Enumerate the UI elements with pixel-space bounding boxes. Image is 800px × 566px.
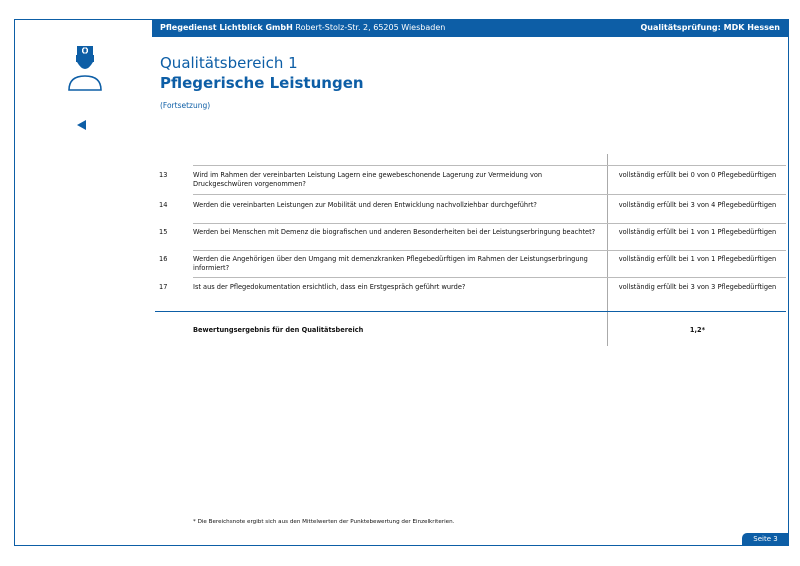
header-bar bbox=[152, 19, 789, 37]
row-question: Werden die Angehörigen über den Umgang mit demenzkranken Pflegebedürftigen im Rahmen der Leistungserbringung informiert? bbox=[193, 255, 588, 272]
row-question: Werden die vereinbarten Leistungen zur Mobilität und deren Entwicklung nachvollziehbar durchgeführt? bbox=[193, 201, 537, 209]
row-question: Werden bei Menschen mit Demenz die biografischen und anderen Besonderheiten bei der Leistungserbringung beachtet? bbox=[193, 228, 596, 236]
row-divider bbox=[193, 165, 786, 166]
footnote: * Die Bereichsnote ergibt sich aus den Mittelwerten der Punktebewertung der Einzelkriterien. bbox=[193, 519, 455, 525]
back-arrow-icon[interactable] bbox=[76, 119, 88, 131]
row-divider bbox=[193, 277, 786, 278]
row-answer: vollständig erfüllt bei 3 von 4 Pflegebedürftigen bbox=[618, 201, 777, 209]
audit-label: Qualitätsprüfung: MDK Hessen bbox=[640, 23, 780, 32]
row-divider bbox=[193, 223, 786, 224]
row-divider bbox=[193, 250, 786, 251]
company-address: Robert-Stolz-Str. 2, 65205 Wiesbaden bbox=[295, 23, 446, 32]
result-value: 1,2* bbox=[689, 326, 706, 334]
result-divider bbox=[155, 311, 786, 312]
row-number: 13 bbox=[159, 171, 168, 179]
row-answer: vollständig erfüllt bei 1 von 1 Pflegebedürftigen bbox=[618, 255, 777, 263]
row-question: Wird im Rahmen der vereinbarten Leistung Lagern eine gewebeschonende Lagerung zur Vermeidung von Druckgeschwüren vorgenommen? bbox=[193, 171, 543, 188]
continuation-note: (Fortsetzung) bbox=[160, 101, 211, 110]
row-number: 16 bbox=[159, 255, 168, 263]
row-number: 17 bbox=[159, 283, 168, 291]
result-label: Bewertungsergebnis für den Qualitätsbereich bbox=[193, 326, 364, 334]
row-question: Ist aus der Pflegedokumentation ersichtlich, dass ein Erstgespräch geführt wurde? bbox=[193, 283, 466, 291]
row-number: 14 bbox=[159, 201, 168, 209]
row-answer: vollständig erfüllt bei 1 von 1 Pflegebedürftigen bbox=[618, 228, 777, 236]
section-subtitle: Qualitätsbereich 1 bbox=[160, 54, 298, 72]
page-number-badge: Seite 3 bbox=[742, 533, 789, 546]
company-name: Pflegedienst Lichtblick GmbH bbox=[160, 23, 293, 32]
header-left bbox=[160, 23, 445, 32]
nurse-icon bbox=[67, 46, 103, 92]
section-title: Pflegerische Leistungen bbox=[160, 74, 364, 92]
row-answer: vollständig erfüllt bei 0 von 0 Pflegebedürftigen bbox=[618, 171, 777, 179]
row-divider bbox=[193, 194, 786, 195]
row-answer: vollständig erfüllt bei 3 von 3 Pflegebedürftigen bbox=[618, 283, 777, 291]
row-number: 15 bbox=[159, 228, 168, 236]
